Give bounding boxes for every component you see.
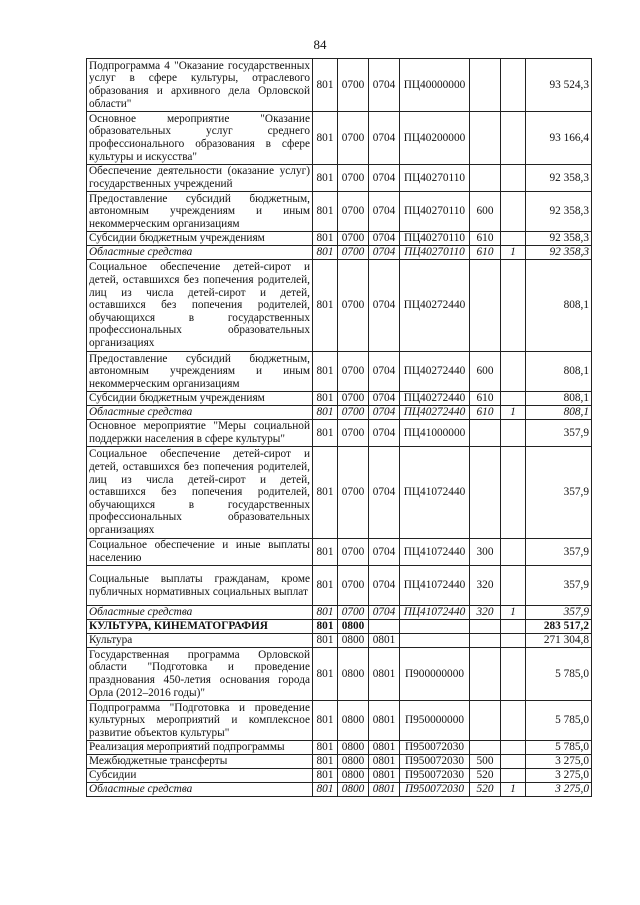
- row-funding-source: [501, 165, 526, 192]
- row-subsection-code: 0704: [369, 539, 400, 566]
- row-name: Государственная программа Орловской области "Подготовка и проведение празднования 450-летия основания города Орла (2012–2016 годы)": [87, 648, 313, 701]
- row-funding-source: 1: [501, 606, 526, 620]
- row-grbs-code: 801: [313, 701, 338, 741]
- row-grbs-code: 801: [313, 112, 338, 165]
- row-target-article-code: ПЦ40000000: [400, 59, 470, 112]
- row-amount: 92 358,3: [526, 165, 592, 192]
- row-subsection-code: 0704: [369, 352, 400, 392]
- row-expense-type-code: 600: [470, 352, 501, 392]
- table-row: [87, 566, 592, 606]
- row-funding-source: [501, 741, 526, 755]
- row-target-article-code: ПЦ40270110: [400, 165, 470, 192]
- table-row: [87, 447, 592, 539]
- row-expense-type-code: [470, 648, 501, 701]
- row-subsection-code: 0704: [369, 392, 400, 406]
- row-subsection-code: 0704: [369, 566, 400, 606]
- row-name: Областные средства: [87, 406, 313, 420]
- row-target-article-code: П950072030: [400, 769, 470, 783]
- row-funding-source: [501, 447, 526, 539]
- table-row: [87, 406, 592, 420]
- row-name: Субсидии бюджетным учреждениям: [87, 232, 313, 246]
- row-funding-source: [501, 755, 526, 769]
- row-subsection-code: 0801: [369, 755, 400, 769]
- row-expense-type-code: 500: [470, 755, 501, 769]
- row-amount: 357,9: [526, 420, 592, 447]
- row-funding-source: 1: [501, 246, 526, 260]
- row-expense-type-code: [470, 112, 501, 165]
- row-section-code: 0700: [338, 352, 369, 392]
- table-row: [87, 620, 592, 634]
- row-section-code: 0800: [338, 648, 369, 701]
- row-amount: 283 517,2: [526, 620, 592, 634]
- row-amount: 5 785,0: [526, 701, 592, 741]
- row-target-article-code: ПЦ40270110: [400, 192, 470, 232]
- table-row: [87, 260, 592, 352]
- row-name: Социальное обеспечение детей-сирот и детей, оставшихся без попечения родителей, лиц из числа детей-сирот и детей, оставшихся без попечения родителей, обучающихся в государственных профессиональных образовательных организациях: [87, 260, 313, 352]
- row-subsection-code: 0704: [369, 606, 400, 620]
- row-grbs-code: 801: [313, 755, 338, 769]
- row-grbs-code: 801: [313, 420, 338, 447]
- row-amount: 357,9: [526, 539, 592, 566]
- row-name: Подпрограмма 4 "Оказание государственных услуг в сфере культуры, отраслевого образования и архивного дела Орловской области": [87, 59, 313, 112]
- table-row: [87, 648, 592, 701]
- row-expense-type-code: 520: [470, 769, 501, 783]
- row-section-code: 0700: [338, 192, 369, 232]
- row-name: Обеспечение деятельности (оказание услуг) государственных учреждений: [87, 165, 313, 192]
- row-grbs-code: 801: [313, 566, 338, 606]
- row-subsection-code: 0704: [369, 59, 400, 112]
- row-amount: 93 524,3: [526, 59, 592, 112]
- row-funding-source: [501, 769, 526, 783]
- row-subsection-code: 0801: [369, 634, 400, 648]
- row-name: Субсидии: [87, 769, 313, 783]
- row-funding-source: [501, 232, 526, 246]
- row-grbs-code: 801: [313, 406, 338, 420]
- row-subsection-code: 0704: [369, 246, 400, 260]
- row-expense-type-code: 610: [470, 392, 501, 406]
- row-amount: 92 358,3: [526, 192, 592, 232]
- row-subsection-code: 0704: [369, 192, 400, 232]
- row-subsection-code: 0704: [369, 165, 400, 192]
- row-subsection-code: 0801: [369, 701, 400, 741]
- row-expense-type-code: [470, 447, 501, 539]
- row-amount: 808,1: [526, 406, 592, 420]
- row-section-code: 0700: [338, 420, 369, 447]
- row-target-article-code: ПЦ40270110: [400, 246, 470, 260]
- row-grbs-code: 801: [313, 192, 338, 232]
- row-amount: 5 785,0: [526, 741, 592, 755]
- row-section-code: 0800: [338, 755, 369, 769]
- row-expense-type-code: 300: [470, 539, 501, 566]
- row-expense-type-code: 320: [470, 606, 501, 620]
- row-amount: 808,1: [526, 392, 592, 406]
- row-amount: 93 166,4: [526, 112, 592, 165]
- row-amount: 271 304,8: [526, 634, 592, 648]
- row-subsection-code: [369, 620, 400, 634]
- table-row: [87, 352, 592, 392]
- row-section-code: 0800: [338, 634, 369, 648]
- row-funding-source: [501, 648, 526, 701]
- row-target-article-code: П950072030: [400, 741, 470, 755]
- table-row: [87, 539, 592, 566]
- row-grbs-code: 801: [313, 246, 338, 260]
- row-expense-type-code: [470, 59, 501, 112]
- row-subsection-code: 0801: [369, 648, 400, 701]
- row-section-code: 0700: [338, 232, 369, 246]
- table-row: [87, 701, 592, 741]
- row-grbs-code: 801: [313, 648, 338, 701]
- row-name: Реализация мероприятий подпрограммы: [87, 741, 313, 755]
- row-name: Основное мероприятие "Меры социальной поддержки населения в сфере культуры": [87, 420, 313, 447]
- row-name: Межбюджетные трансферты: [87, 755, 313, 769]
- row-subsection-code: 0704: [369, 232, 400, 246]
- row-target-article-code: [400, 620, 470, 634]
- table-row: [87, 112, 592, 165]
- row-grbs-code: 801: [313, 165, 338, 192]
- page-number: 84: [313, 37, 327, 52]
- row-funding-source: 1: [501, 783, 526, 797]
- row-target-article-code: ПЦ41072440: [400, 566, 470, 606]
- row-expense-type-code: [470, 620, 501, 634]
- table-row: [87, 165, 592, 192]
- table-row: [87, 741, 592, 755]
- row-amount: 3 275,0: [526, 755, 592, 769]
- row-expense-type-code: [470, 420, 501, 447]
- row-target-article-code: ПЦ40272440: [400, 352, 470, 392]
- row-grbs-code: 801: [313, 447, 338, 539]
- row-section-code: 0700: [338, 165, 369, 192]
- row-section-code: 0700: [338, 260, 369, 352]
- row-target-article-code: П950000000: [400, 701, 470, 741]
- table-row: [87, 59, 592, 112]
- row-funding-source: [501, 634, 526, 648]
- row-grbs-code: 801: [313, 392, 338, 406]
- row-name: Социальное обеспечение детей-сирот и детей, оставшихся без попечения родителей, лиц из числа детей-сирот и детей, оставшихся без попечения родителей, обучающихся в государственных профессиональных образовательных организациях: [87, 447, 313, 539]
- row-amount: 92 358,3: [526, 232, 592, 246]
- row-expense-type-code: 320: [470, 566, 501, 606]
- row-target-article-code: [400, 634, 470, 648]
- row-section-code: 0700: [338, 112, 369, 165]
- row-expense-type-code: [470, 741, 501, 755]
- row-name: КУЛЬТУРА, КИНЕМАТОГРАФИЯ: [87, 620, 313, 634]
- row-amount: 357,9: [526, 447, 592, 539]
- row-target-article-code: ПЦ40200000: [400, 112, 470, 165]
- table-body: [87, 59, 592, 797]
- row-section-code: 0700: [338, 406, 369, 420]
- row-grbs-code: 801: [313, 741, 338, 755]
- row-name: Областные средства: [87, 783, 313, 797]
- row-target-article-code: ПЦ41072440: [400, 447, 470, 539]
- row-grbs-code: 801: [313, 539, 338, 566]
- row-funding-source: [501, 701, 526, 741]
- row-target-article-code: ПЦ40272440: [400, 406, 470, 420]
- row-subsection-code: 0704: [369, 420, 400, 447]
- row-expense-type-code: [470, 634, 501, 648]
- row-expense-type-code: 600: [470, 192, 501, 232]
- row-subsection-code: 0704: [369, 406, 400, 420]
- row-amount: 5 785,0: [526, 648, 592, 701]
- row-target-article-code: ПЦ40270110: [400, 232, 470, 246]
- row-funding-source: [501, 392, 526, 406]
- row-grbs-code: 801: [313, 352, 338, 392]
- row-expense-type-code: 610: [470, 246, 501, 260]
- row-name: Культура: [87, 634, 313, 648]
- row-section-code: 0700: [338, 392, 369, 406]
- row-section-code: 0700: [338, 447, 369, 539]
- row-funding-source: [501, 192, 526, 232]
- row-name: Основное мероприятие "Оказание образовательных услуг среднего профессионального образования в сфере культуры и искусства": [87, 112, 313, 165]
- row-expense-type-code: 610: [470, 232, 501, 246]
- row-subsection-code: 0801: [369, 741, 400, 755]
- row-target-article-code: ПЦ41072440: [400, 539, 470, 566]
- row-funding-source: [501, 260, 526, 352]
- budget-table: [86, 58, 592, 797]
- row-target-article-code: ПЦ40272440: [400, 260, 470, 352]
- row-name: Областные средства: [87, 606, 313, 620]
- table-row: [87, 192, 592, 232]
- row-subsection-code: 0704: [369, 447, 400, 539]
- row-funding-source: [501, 420, 526, 447]
- row-target-article-code: П900000000: [400, 648, 470, 701]
- row-name: Социальное обеспечение и иные выплаты населению: [87, 539, 313, 566]
- table-row: [87, 783, 592, 797]
- row-section-code: 0800: [338, 741, 369, 755]
- row-funding-source: [501, 620, 526, 634]
- row-section-code: 0700: [338, 566, 369, 606]
- row-section-code: 0800: [338, 701, 369, 741]
- row-funding-source: [501, 59, 526, 112]
- row-grbs-code: 801: [313, 620, 338, 634]
- row-expense-type-code: [470, 701, 501, 741]
- row-name: Областные средства: [87, 246, 313, 260]
- row-grbs-code: 801: [313, 59, 338, 112]
- row-expense-type-code: [470, 260, 501, 352]
- row-subsection-code: 0801: [369, 783, 400, 797]
- row-name: Субсидии бюджетным учреждениям: [87, 392, 313, 406]
- row-subsection-code: 0801: [369, 769, 400, 783]
- row-target-article-code: П950072030: [400, 783, 470, 797]
- row-section-code: 0700: [338, 539, 369, 566]
- row-name: Предоставление субсидий бюджетным, автономным учреждениям и иным некоммерческим организациям: [87, 192, 313, 232]
- row-section-code: 0800: [338, 783, 369, 797]
- row-section-code: 0700: [338, 246, 369, 260]
- row-name: Подпрограмма "Подготовка и проведение культурных мероприятий и комплексное развитие объектов культуры": [87, 701, 313, 741]
- table-row: [87, 232, 592, 246]
- row-expense-type-code: 610: [470, 406, 501, 420]
- row-funding-source: [501, 112, 526, 165]
- table-row: [87, 755, 592, 769]
- row-amount: 357,9: [526, 566, 592, 606]
- row-grbs-code: 801: [313, 783, 338, 797]
- row-section-code: 0700: [338, 606, 369, 620]
- row-amount: 808,1: [526, 260, 592, 352]
- row-target-article-code: ПЦ41000000: [400, 420, 470, 447]
- row-grbs-code: 801: [313, 769, 338, 783]
- row-section-code: 0800: [338, 620, 369, 634]
- row-name: Социальные выплаты гражданам, кроме публичных нормативных социальных выплат: [87, 566, 313, 606]
- row-grbs-code: 801: [313, 634, 338, 648]
- table-row: [87, 246, 592, 260]
- row-subsection-code: 0704: [369, 112, 400, 165]
- row-funding-source: [501, 352, 526, 392]
- row-funding-source: [501, 539, 526, 566]
- row-section-code: 0800: [338, 769, 369, 783]
- row-expense-type-code: [470, 165, 501, 192]
- row-grbs-code: 801: [313, 232, 338, 246]
- table-row: [87, 606, 592, 620]
- row-grbs-code: 801: [313, 260, 338, 352]
- row-expense-type-code: 520: [470, 783, 501, 797]
- row-section-code: 0700: [338, 59, 369, 112]
- table-row: [87, 769, 592, 783]
- row-grbs-code: 801: [313, 606, 338, 620]
- row-name: Предоставление субсидий бюджетным, автономным учреждениям и иным некоммерческим организациям: [87, 352, 313, 392]
- row-amount: 357,9: [526, 606, 592, 620]
- row-amount: 808,1: [526, 352, 592, 392]
- row-amount: 3 275,0: [526, 783, 592, 797]
- table-row: [87, 392, 592, 406]
- row-funding-source: 1: [501, 406, 526, 420]
- row-target-article-code: ПЦ41072440: [400, 606, 470, 620]
- row-target-article-code: ПЦ40272440: [400, 392, 470, 406]
- table-row: [87, 420, 592, 447]
- row-target-article-code: П950072030: [400, 755, 470, 769]
- row-amount: 3 275,0: [526, 769, 592, 783]
- row-subsection-code: 0704: [369, 260, 400, 352]
- table-row: [87, 634, 592, 648]
- row-amount: 92 358,3: [526, 246, 592, 260]
- row-funding-source: [501, 566, 526, 606]
